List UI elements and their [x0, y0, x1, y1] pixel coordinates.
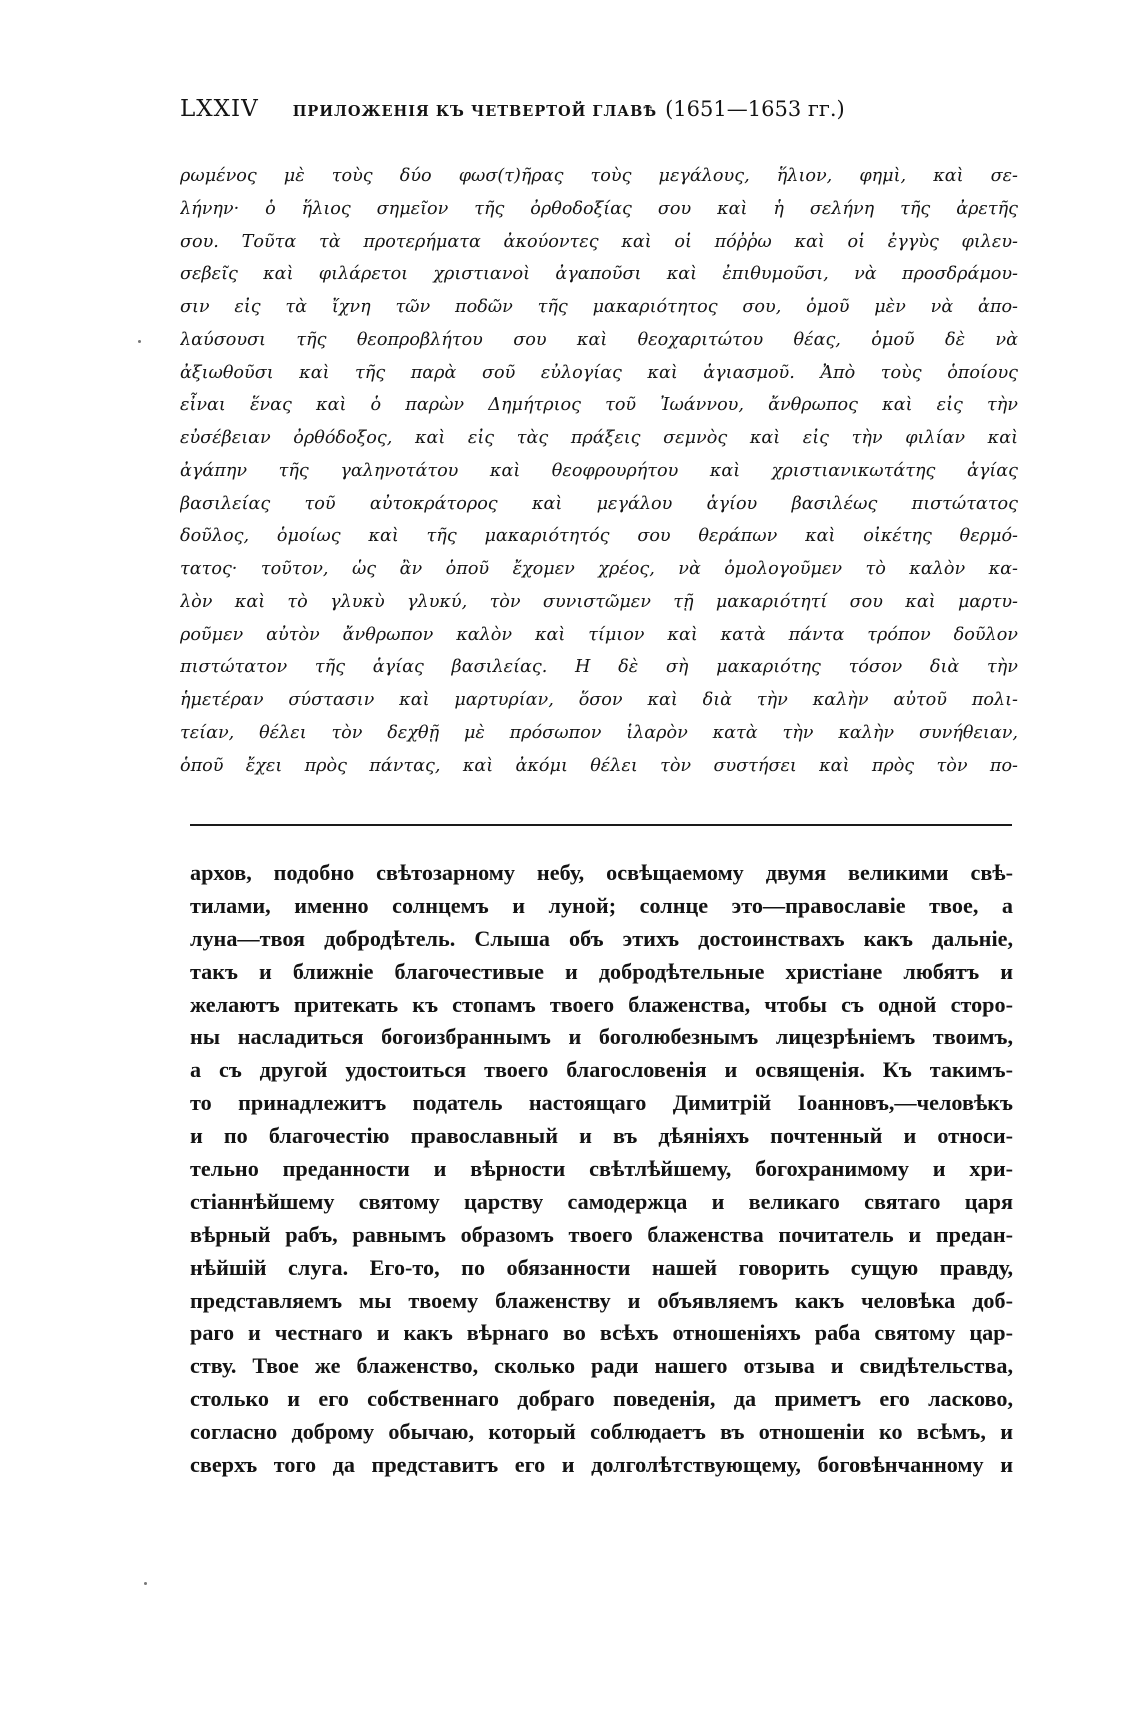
- greek-line: ὁποῦ ἔχει πρὸς πάντας, καὶ ἀκόμι θέλει τὸν συστήσει καὶ πρὸς τὸν πο-: [180, 755, 1018, 776]
- greek-line: σου. Τοῦτα τὰ προτερήματα ἀκούοντες καὶ οἱ πόῤῥω καὶ οἱ ἐγγὺς φιλευ-: [180, 231, 1018, 252]
- russian-line: ству. Твое же блаженство, сколько ради нашего отзыва и свидѣтельства,: [190, 1353, 1013, 1379]
- greek-line: σεβεῖς καὶ φιλάρετοι χριστιανοὶ ἀγαποῦσι καὶ ἐπιθυμοῦσι, νὰ προσδράμου-: [180, 264, 1018, 285]
- greek-line: τείαν, θέλει τὸν δεχθῇ μὲ πρόσωπον ἱλαρὸν κατὰ τὴν καλὴν συνήθειαν,: [180, 722, 1018, 743]
- greek-line: ἀγάπην τῆς γαληνοτάτου καὶ θεοφρουρήτου καὶ χριστιανικωτάτης ἁγίας: [180, 460, 1018, 481]
- russian-line: такъ и ближніе благочестивые и добродѣтельные христіане любятъ и: [190, 958, 1013, 984]
- greek-line: ἀξιωθοῦσι καὶ τῆς παρὰ σοῦ εὐλογίας καὶ ἁγιασμοῦ. Ἀπὸ τοὺς ὁποίους: [180, 362, 1018, 383]
- running-header: [180, 96, 1020, 136]
- header-title: ПРИЛОЖЕНІЯ КЪ ЧЕТВЕРТОЙ ГЛАВѢ: [292, 103, 658, 120]
- russian-line: согласно доброму обычаю, который соблюдаетъ въ отношеніи ко всѣмъ, и: [190, 1419, 1013, 1445]
- russian-line: вѣрный рабъ, равнымъ образомъ твоего блаженства почитатель и предан-: [190, 1221, 1013, 1247]
- separator-rule: [190, 824, 1012, 826]
- greek-line: δοῦλος, ὁμοίως καὶ τῆς μακαριότητός σου θεράπων καὶ οἰκέτης θερμό-: [180, 526, 1018, 547]
- russian-line: ны насладиться богоизбраннымъ и боголюбезнымъ лицезрѣніемъ твоимъ,: [190, 1024, 1013, 1050]
- russian-line: то принадлежитъ податель настоящаго Димитрій Іоанновъ,—человѣкъ: [190, 1090, 1013, 1116]
- margin-speck: [144, 1582, 147, 1585]
- russian-line: тельно преданности и вѣрности свѣтлѣйшему, богохранимому и хри-: [190, 1156, 1013, 1182]
- greek-line: εὐσέβειαν ὀρθόδοξος, καὶ εἰς τὰς πράξεις σεμνὸς καὶ εἰς τὴν φιλίαν καὶ: [180, 428, 1018, 448]
- greek-line: σιν εἰς τὰ ἴχνη τῶν ποδῶν τῆς μακαριότητος σου, ὁμοῦ μὲν νὰ ἀπο-: [180, 297, 1018, 317]
- greek-line: πιστώτατον τῆς ἁγίας βασιλείας. Η δὲ σὴ μακαριότης τόσον διὰ τὴν: [180, 657, 1018, 678]
- russian-line: сверхъ того да представитъ его и долголѣтствующему, боговѣнчанному и: [190, 1452, 1013, 1478]
- russian-line: архов, подобно свѣтозарному небу, освѣщаемому двумя великими свѣ-: [190, 860, 1013, 885]
- russian-line: раго и честнаго и какъ вѣрнаго во всѣхъ отношеніяхъ раба святому цар-: [190, 1320, 1013, 1346]
- russian-line: желаютъ притекать къ стопамъ твоего блаженства, чтобы съ одной сторо-: [190, 991, 1013, 1017]
- russian-line: нѣйшій слуга. Его-то, по обязанности нашей говорить сущую правду,: [190, 1254, 1013, 1280]
- russian-line: тилами, именно солнцемъ и луной; солнце это—православіе твое, а: [190, 892, 1013, 918]
- margin-speck: [138, 340, 141, 343]
- greek-line: βασιλείας τοῦ αὐτοκράτορος καὶ μεγάλου ἁγίου βασιλέως πιστώτατος: [180, 493, 1018, 514]
- russian-line: столько и его собственнаго добраго поведенія, да приметъ его ласково,: [190, 1386, 1013, 1412]
- header-years: (1651—1653 гг.): [665, 97, 845, 121]
- greek-line: τατος· τοῦτον, ὡς ἂν ὁποῦ ἔχομεν χρέος, νὰ ὁμολογοῦμεν τὸ καλὸν κα-: [180, 559, 1018, 579]
- russian-line: представляемъ мы твоему блаженству и объявляемъ какъ человѣка доб-: [190, 1287, 1013, 1313]
- greek-line: λὸν καὶ τὸ γλυκὺ γλυκύ, τὸν συνιστῶμεν τῇ μακαριότητί σου καὶ μαρτυ-: [180, 591, 1018, 612]
- greek-line: ἡμετέραν σύστασιν καὶ μαρτυρίαν, ὅσον καὶ διὰ τὴν καλὴν αὐτοῦ πολι-: [180, 690, 1018, 710]
- greek-line: εἶναι ἕνας καὶ ὁ παρὼν Δημήτριος τοῦ Ἰωάννου, ἄνθρωπος καὶ εἰς τὴν: [180, 395, 1018, 416]
- greek-line: ροῦμεν αὐτὸν ἄνθρωπον καλὸν καὶ τίμιον καὶ κατὰ πάντα τρόπον δοῦλον: [180, 624, 1018, 645]
- russian-line: луна—твоя добродѣтель. Слыша объ этихъ достоинствахъ какъ дальніе,: [190, 925, 1013, 951]
- page-number: LXXIV: [180, 96, 259, 122]
- russian-line: и по благочестію православный и въ дѣяніяхъ почтенный и относи-: [190, 1123, 1013, 1149]
- russian-line: стіаннѣйшему святому царству самодержца и великаго святаго царя: [190, 1188, 1013, 1214]
- greek-line: ρωμένος μὲ τοὺς δύο φωσ(τ)ῆρας τοὺς μεγάλους, ἥλιον, φημὶ, καὶ σε-: [180, 166, 1018, 186]
- greek-line: λήνην· ὁ ἥλιος σημεῖον τῆς ὀρθοδοξίας σου καὶ ἡ σελήνη τῆς ἀρετῆς: [180, 198, 1018, 219]
- russian-text-block: [190, 857, 1013, 1482]
- russian-line: а съ другой удостоиться твоего благословенія и освященія. Къ такимъ-: [190, 1057, 1013, 1083]
- greek-text-block: [180, 160, 1018, 782]
- greek-line: λαύσουσι τῆς θεοπροβλήτου σου καὶ θεοχαριτώτου θέας, ὁμοῦ δὲ νὰ: [180, 329, 1018, 350]
